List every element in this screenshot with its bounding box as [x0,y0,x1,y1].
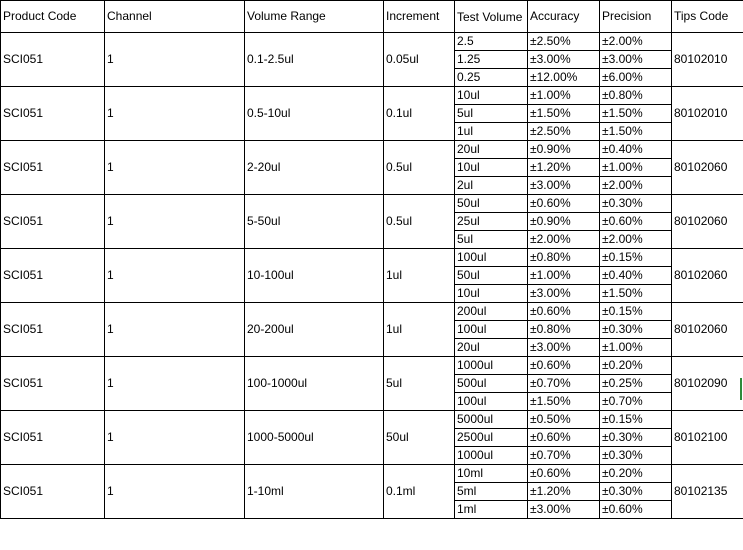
cell-precision: ±2.00% [600,33,672,51]
cell-test-volume: 2500ul [455,429,528,447]
table-row [1,249,743,267]
cell-test-volume: 200ul [455,303,528,321]
cell-accuracy: ±1.50% [528,393,600,411]
cell-precision: ±0.25% [600,375,672,393]
cell-precision: ±0.40% [600,141,672,159]
cell-test-volume: 5ul [455,231,528,249]
header-increment: Increment [384,1,455,33]
cell-accuracy: ±0.70% [528,375,600,393]
cell-precision: ±1.50% [600,105,672,123]
cell-increment: 1ul [384,249,455,303]
cell-test-volume: 100ul [455,321,528,339]
cell-test-volume: 100ul [455,249,528,267]
header-test-volume: Test Volume [455,1,528,33]
cell-accuracy: ±0.80% [528,249,600,267]
cell-accuracy: ±1.50% [528,105,600,123]
header-row [1,1,743,33]
table-row [1,87,743,105]
cell-precision: ±0.30% [600,429,672,447]
cell-increment: 0.05ul [384,33,455,87]
cell-precision: ±0.20% [600,357,672,375]
header-channel: Channel [105,1,245,33]
cell-tips-code: 80102100 [672,411,743,465]
cell-product-code: SCI051 [1,357,105,411]
header-volume-range: Volume Range [245,1,384,33]
cell-increment: 1ul [384,303,455,357]
cell-precision: ±6.00% [600,69,672,87]
cell-accuracy: ±12.00% [528,69,600,87]
table-row [1,33,743,51]
cell-channel: 1 [105,357,245,411]
cell-accuracy: ±0.60% [528,195,600,213]
cell-test-volume: 10ml [455,465,528,483]
cell-volume-range: 0.5-10ul [245,87,384,141]
cell-accuracy: ±0.50% [528,411,600,429]
cell-precision: ±3.00% [600,51,672,69]
cell-accuracy: ±0.60% [528,429,600,447]
cell-accuracy: ±3.00% [528,285,600,303]
cell-volume-range: 1-10ml [245,465,384,519]
cell-precision: ±0.15% [600,249,672,267]
cell-test-volume: 20ul [455,141,528,159]
cell-precision: ±0.70% [600,393,672,411]
cell-increment: 50ul [384,411,455,465]
cell-accuracy: ±1.20% [528,159,600,177]
cell-precision: ±0.60% [600,501,672,519]
cell-precision: ±2.00% [600,177,672,195]
header-accuracy: Accuracy [528,1,600,33]
cell-test-volume: 10ul [455,159,528,177]
cell-precision: ±2.00% [600,231,672,249]
cell-test-volume: 1ml [455,501,528,519]
cell-channel: 1 [105,141,245,195]
cell-precision: ±0.30% [600,321,672,339]
cell-test-volume: 2ul [455,177,528,195]
cell-precision: ±0.40% [600,267,672,285]
cell-test-volume: 2.5 [455,33,528,51]
table-row [1,465,743,483]
cell-accuracy: ±0.70% [528,447,600,465]
cell-volume-range: 0.1-2.5ul [245,33,384,87]
cell-test-volume: 5000ul [455,411,528,429]
cell-accuracy: ±3.00% [528,51,600,69]
cell-accuracy: ±0.60% [528,465,600,483]
cell-precision: ±0.15% [600,411,672,429]
cell-tips-code: 80102060 [672,141,743,195]
cell-test-volume: 10ul [455,285,528,303]
cell-tips-code: 80102060 [672,303,743,357]
cell-product-code: SCI051 [1,33,105,87]
cell-precision: ±1.50% [600,285,672,303]
cell-increment: 5ul [384,357,455,411]
cell-test-volume: 5ul [455,105,528,123]
cell-test-volume: 20ul [455,339,528,357]
cell-precision: ±1.50% [600,123,672,141]
cell-tips-code: 80102090 [672,357,743,411]
cell-precision: ±1.00% [600,339,672,357]
cell-test-volume: 1ul [455,123,528,141]
table-row [1,141,743,159]
cell-accuracy: ±1.20% [528,483,600,501]
cell-precision: ±0.20% [600,465,672,483]
cell-accuracy: ±2.50% [528,33,600,51]
cell-accuracy: ±0.60% [528,357,600,375]
cell-volume-range: 1000-5000ul [245,411,384,465]
cell-increment: 0.5ul [384,141,455,195]
cell-channel: 1 [105,411,245,465]
cell-test-volume: 10ul [455,87,528,105]
cell-test-volume: 5ml [455,483,528,501]
cell-test-volume: 0.25 [455,69,528,87]
cell-product-code: SCI051 [1,87,105,141]
cell-precision: ±0.15% [600,303,672,321]
cell-increment: 0.1ul [384,87,455,141]
cell-tips-code: 80102060 [672,195,743,249]
cell-product-code: SCI051 [1,195,105,249]
cell-test-volume: 50ul [455,267,528,285]
cell-precision: ±0.60% [600,213,672,231]
cell-product-code: SCI051 [1,249,105,303]
cell-volume-range: 100-1000ul [245,357,384,411]
cell-tips-code: 80102060 [672,249,743,303]
table-row [1,195,743,213]
cell-test-volume: 1000ul [455,357,528,375]
cell-accuracy: ±2.50% [528,123,600,141]
table-row [1,411,743,429]
table-row [1,357,743,375]
cell-product-code: SCI051 [1,141,105,195]
header-tips-code: Tips Code [672,1,743,33]
cell-precision: ±0.80% [600,87,672,105]
cell-test-volume: 1000ul [455,447,528,465]
cell-precision: ±0.30% [600,195,672,213]
cell-accuracy: ±1.00% [528,87,600,105]
cell-accuracy: ±2.00% [528,231,600,249]
cell-channel: 1 [105,303,245,357]
cell-channel: 1 [105,33,245,87]
cell-test-volume: 500ul [455,375,528,393]
cell-accuracy: ±3.00% [528,177,600,195]
cell-volume-range: 2-20ul [245,141,384,195]
cell-accuracy: ±0.80% [528,321,600,339]
cell-accuracy: ±0.90% [528,213,600,231]
cell-product-code: SCI051 [1,303,105,357]
cell-precision: ±1.00% [600,159,672,177]
cell-tips-code: 80102010 [672,33,743,87]
cell-accuracy: ±3.00% [528,501,600,519]
cell-increment: 0.1ml [384,465,455,519]
cell-accuracy: ±1.00% [528,267,600,285]
cell-precision: ±0.30% [600,483,672,501]
cell-channel: 1 [105,195,245,249]
cell-test-volume: 1.25 [455,51,528,69]
cell-volume-range: 20-200ul [245,303,384,357]
cell-accuracy: ±0.60% [528,303,600,321]
cell-tips-code: 80102010 [672,87,743,141]
cell-precision: ±0.30% [600,447,672,465]
cell-channel: 1 [105,87,245,141]
cell-test-volume: 100ul [455,393,528,411]
cell-test-volume: 50ul [455,195,528,213]
cell-accuracy: ±3.00% [528,339,600,357]
cell-volume-range: 10-100ul [245,249,384,303]
edge-marker [740,378,742,400]
header-precision: Precision [600,1,672,33]
cell-tips-code: 80102135 [672,465,743,519]
cell-product-code: SCI051 [1,465,105,519]
cell-accuracy: ±0.90% [528,141,600,159]
cell-volume-range: 5-50ul [245,195,384,249]
cell-channel: 1 [105,249,245,303]
cell-test-volume: 25ul [455,213,528,231]
table-row [1,303,743,321]
cell-channel: 1 [105,465,245,519]
header-product-code: Product Code [1,1,105,33]
cell-product-code: SCI051 [1,411,105,465]
cell-increment: 0.5ul [384,195,455,249]
